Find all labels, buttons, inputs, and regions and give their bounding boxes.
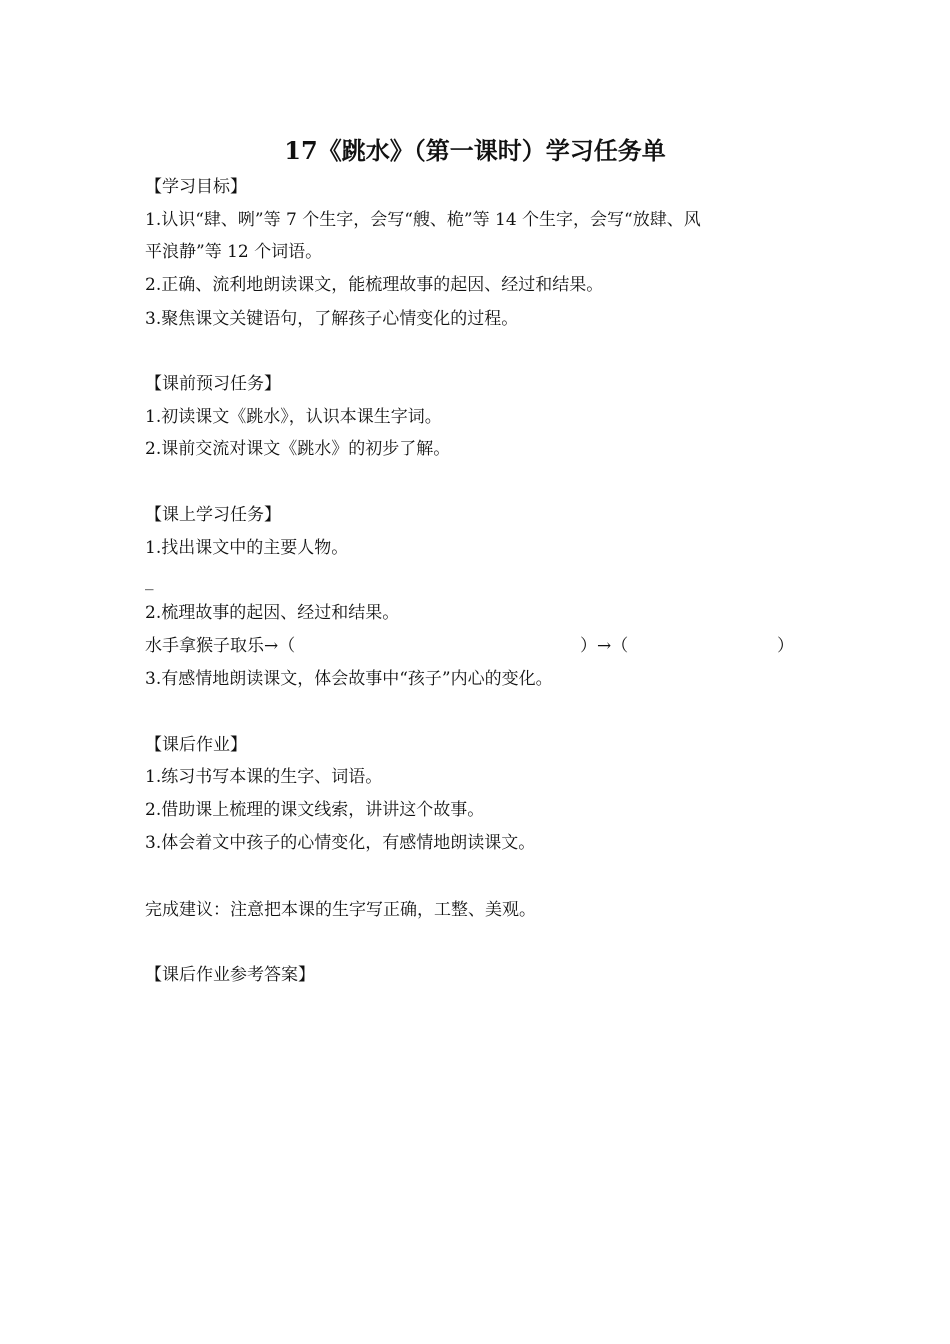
flow-start: 水手拿猴子取乐→（	[145, 636, 296, 656]
homework-item-1: 1.练习书写本课的生字、词语。	[145, 767, 383, 787]
preview-item-1: 1.初读课文《跳水》，认识本课生字词。	[145, 407, 442, 427]
goals-heading: 【学习目标】	[145, 177, 247, 197]
inclass-item-1: 1.找出课文中的主要人物。	[145, 538, 349, 558]
goal-item-1-line-2: 平浪静”等 12 个词语。	[145, 242, 323, 262]
preview-heading: 【课前预习任务】	[145, 374, 281, 394]
inclass-heading: 【课上学习任务】	[145, 505, 281, 525]
flow-middle: ）→（	[580, 636, 629, 656]
page-title: 17《跳水》（第一课时）学习任务单	[284, 136, 666, 165]
homework-item-3: 3.体会着文中孩子的心情变化，有感情地朗读课文。	[145, 833, 536, 853]
preview-item-2: 2.课前交流对课文《跳水》的初步了解。	[145, 439, 451, 459]
goal-item-1-line-1: 1.认识“肆、咧”等 7 个生字，会写“艘、桅”等 14 个生字，会写“放肆、风	[145, 210, 701, 230]
completion-suggestion: 完成建议：注意把本课的生字写正确，工整、美观。	[145, 900, 536, 920]
answer-blank: _	[145, 571, 154, 591]
homework-item-2: 2.借助课上梳理的课文线索，讲讲这个故事。	[145, 800, 485, 820]
goal-item-3: 3.聚焦课文关键语句，了解孩子心情变化的过程。	[145, 309, 519, 329]
inclass-item-2: 2.梳理故事的起因、经过和结果。	[145, 603, 400, 623]
goal-item-2: 2.正确、流利地朗读课文，能梳理故事的起因、经过和结果。	[145, 275, 604, 295]
answers-heading: 【课后作业参考答案】	[145, 965, 315, 985]
inclass-item-3: 3.有感情地朗读课文，体会故事中“孩子”内心的变化。	[145, 669, 553, 689]
story-flow-line	[145, 635, 805, 657]
flow-end: ）	[777, 636, 794, 656]
homework-heading: 【课后作业】	[145, 735, 247, 755]
